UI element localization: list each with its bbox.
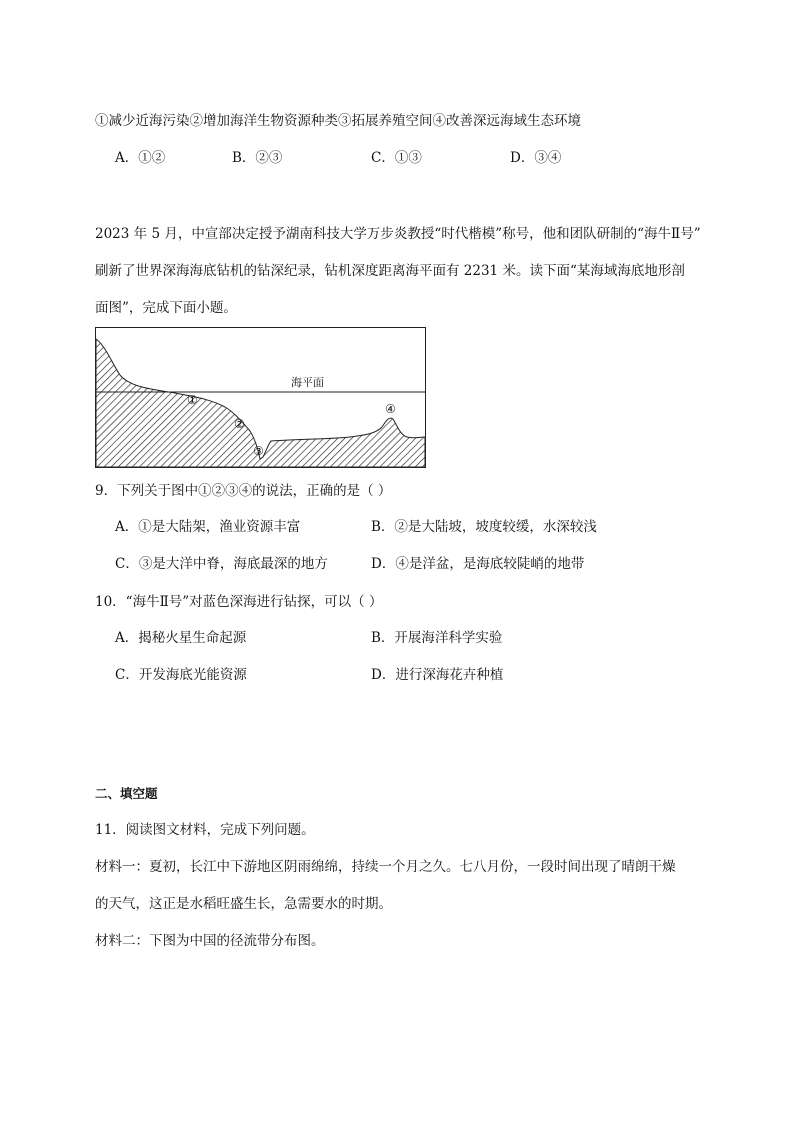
q10-stem: 10．“海牛Ⅱ号”对蓝色深海进行钻探，可以（ ） bbox=[95, 594, 383, 610]
passage-line-1: 2023 年 5 月，中宣部决定授予湖南科技大学万步炎教授“时代楷模”称号，他和团队研制的“海牛Ⅱ号” bbox=[95, 226, 701, 242]
q10-option-c: C．开发海底光能资源 bbox=[115, 667, 247, 683]
sea-level-label: 海平面 bbox=[291, 376, 324, 389]
passage-line-2: 刷新了世界深海海底钻机的钻深纪录，钻机深度距离海平面有 2231 米。读下面“某海域海底地形剖 bbox=[95, 263, 685, 279]
q11-stem: 11．阅读图文材料，完成下列问题。 bbox=[95, 822, 315, 838]
q10-option-d: D．进行深海花卉种植 bbox=[371, 667, 504, 683]
marker-3: ③ bbox=[253, 444, 264, 458]
passage-line-3: 面图”，完成下面小题。 bbox=[95, 300, 237, 316]
q9-stem: 9．下列关于图中①②③④的说法，正确的是（ ） bbox=[95, 483, 392, 499]
q9-option-d: D．④是洋盆，是海底较陡峭的地带 bbox=[371, 556, 585, 572]
material1-line-2: 的天气，这正是水稻旺盛生长，急需要水的时期。 bbox=[95, 896, 392, 912]
q9-option-c: C．③是大洋中脊，海底最深的地方 bbox=[115, 556, 328, 572]
q9-option-b: B．②是大陆坡，坡度较缓，水深较浅 bbox=[371, 519, 597, 535]
q9-option-a: A．①是大陆架，渔业资源丰富 bbox=[115, 519, 301, 535]
seafloor-profile-figure bbox=[95, 327, 427, 469]
material1-line-1: 材料一：夏初，长江中下游地区阴雨绵绵，持续一个月之久。七八月份，一段时间出现了晴朗干燥 bbox=[95, 859, 676, 875]
marker-1: ① bbox=[187, 393, 198, 407]
q8-option-c: C．①③ bbox=[371, 150, 422, 166]
q8-option-b: B．②③ bbox=[232, 150, 283, 166]
q10-option-b: B．开展海洋科学实验 bbox=[371, 630, 503, 646]
q10-option-a: A．揭秘火星生命起源 bbox=[115, 630, 247, 646]
q8-option-d: D．③④ bbox=[510, 150, 562, 166]
section2-title: 二、填空题 bbox=[95, 786, 158, 801]
marker-2: ② bbox=[234, 417, 245, 431]
q8-statement: ①减少近海污染②增加海洋生物资源种类③拓展养殖空间④改善深远海域生态环境 bbox=[95, 113, 581, 129]
q8-option-a: A．①② bbox=[115, 150, 166, 166]
material2-line: 材料二：下图为中国的径流带分布图。 bbox=[95, 933, 325, 949]
marker-4: ④ bbox=[385, 402, 396, 416]
